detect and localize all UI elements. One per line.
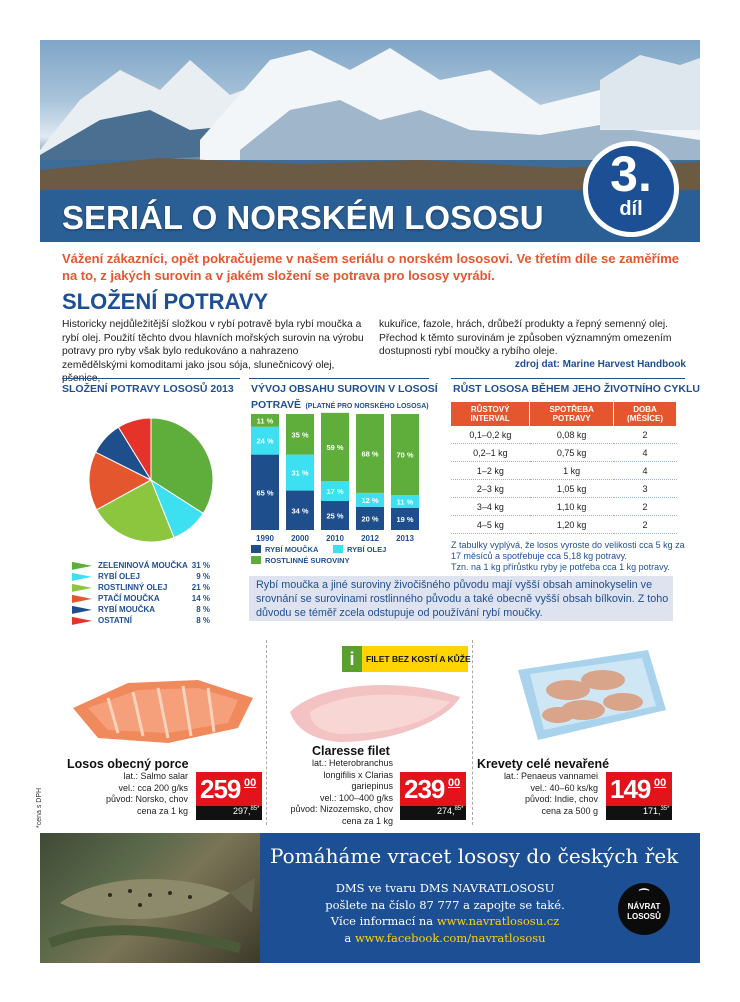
table-row [451,516,677,534]
product-name: Krevety celé nevařené [477,757,610,771]
bar-value-label: 17 % [326,487,344,497]
price-main: 239 [404,774,445,804]
price-with-vat [400,806,466,820]
pie-legend-item [72,605,210,616]
table-row [451,498,677,516]
legend-label: OSTATNÍ [98,616,132,625]
banner-line4-prefix: a [344,930,355,945]
vat-note-text: *cena s DPH [36,787,43,828]
info-icon: i [342,646,362,672]
bar-category-label: 2000 [291,534,309,543]
product-price-unit: cena za 1 kg [341,815,393,826]
table-row [451,462,677,480]
bar-legend-swatch [251,556,261,564]
legend-swatch [72,584,92,592]
price-vat-main: 274, [436,806,455,816]
table-cell: 4 [614,462,677,480]
bar-chart-title: VÝVOJ OBSAHU SUROVIN V LOSOSÍ [251,383,438,395]
bar-chart-title-word: POTRAVĚ [251,399,301,411]
pie-chart-title: SLOŽENÍ POTRAVY LOSOSŮ 2013 [62,383,234,395]
bar-value-label: 25 % [326,511,344,521]
table-cell: 3–4 kg [451,498,530,516]
legend-swatch [72,562,92,570]
bar-category-label: 2013 [396,534,414,543]
bar-value-label: 12 % [361,495,379,505]
price-vat-cents: 35* [660,806,670,812]
logo-line2: LOSOSŮ [627,912,661,921]
table-cell: 1,05 kg [530,480,614,498]
table-header-row [451,402,677,426]
table-cell: 0,2–1 kg [451,444,530,462]
product-origin: původ: Norsko, chov [105,794,188,804]
banner-line2: pošlete na číslo 87 777 a zapojte se také. [325,897,565,912]
product-description [72,771,188,817]
table-body [451,426,677,534]
table-header-cell: RŮSTOVÝ INTERVAL [451,402,530,426]
bar-value-label: 11 % [256,416,274,426]
banner-headline: Pomáháme vracet lososy do českých řek [270,844,679,868]
growth-note-line2: Tzn. na 1 kg přírůstku ryby je potřeba cca 1 kg potravy. [451,562,670,572]
product-divider [472,640,474,825]
salmon-fillet-image [68,668,258,748]
product-tag [342,646,471,672]
table-cell: 0,1–0,2 kg [451,426,530,444]
price-tag [606,772,672,806]
pie-chart-panel [62,378,240,623]
product-tag-label: FILET BEZ KOSTÍ A KŮŽE [366,654,471,664]
price-tag [400,772,466,806]
table-row [451,444,677,462]
legend-swatch [72,606,92,614]
price-with-vat [606,806,672,820]
table-cell: 3 [614,480,677,498]
table-cell: 2 [614,426,677,444]
vat-note [36,770,50,830]
growth-table-title: RŮST LOSOSA BĚHEM JEHO ŽIVOTNÍHO CYKLU [453,383,700,395]
table-header-cell: SPOTŘEBA POTRAVY [530,402,614,426]
banner-body [280,880,610,946]
table-cell: 1,20 kg [530,516,614,534]
table-header-cell: DOBA (MĚSÍCE) [614,402,677,426]
bar-category-label: 2010 [326,534,344,543]
fish-photo [40,833,260,963]
navrat-lososu-logo [618,883,670,935]
product-latin-name: lat.: Heterobranchus [311,758,393,768]
divider [249,378,429,379]
table-cell: 1–2 kg [451,462,530,480]
product-price-unit: cena za 500 g [541,805,598,816]
table-cell: 2 [614,498,677,516]
price-cents: 00 [244,777,257,789]
price-cents: 00 [448,777,461,789]
bar-value-label: 31 % [291,468,309,478]
legend-label: RYBÍ OLEJ [98,572,140,581]
price-main: 259 [200,774,241,804]
fish-fillet-image [280,672,470,747]
bar-value-label: 20 % [361,514,379,524]
bar-value-label: 11 % [396,497,414,507]
table-cell: 4 [614,444,677,462]
product-latin-name-2: longifilis x Clarias gariepinus [323,769,393,791]
shrimp-tray-image [508,640,668,745]
product-description [486,771,598,817]
banner-line1: DMS ve tvaru DMS NAVRATLOSOSU [335,881,555,895]
product-size: vel.: 40–60 ks/kg [530,782,598,793]
product-origin: původ: Indie, chov [524,794,598,804]
bar-category-label: 2012 [361,534,379,543]
product-latin-name: lat.: Penaeus vannamei [503,771,598,781]
banner-line3-prefix: Více informací na [330,914,437,928]
legend-label: PTAČÍ MOUČKA [98,594,160,603]
price-tag [196,772,262,806]
bar-value-label: 34 % [291,506,309,516]
price-vat-cents: 85* [454,806,464,812]
legend-value: 31 % [191,561,210,570]
pie-legend-item [72,583,210,594]
legend-value: 8 % [196,605,210,614]
price-vat-main: 171, [642,806,661,816]
product-divider [266,640,268,825]
website-link[interactable]: www.navratlososu.cz [436,914,560,928]
growth-note-line1: Z tabulky vyplývá, že losos vyroste do velikosti cca 5 kg za 17 měsíců a spotřebuje cca 5,18 kg potravy. [451,540,685,561]
banner-line3 [280,913,610,930]
product-name: Losos obecný porce [67,757,189,771]
logo-line1: NÁVRAT [627,902,661,911]
product-latin-name: lat.: Salmo salar [123,771,188,781]
body-text-right: kukuřice, fazole, hrách, drůbeží produkty a řepný semenný olej. Přechod k těmto surovinám je způsoben významným omezením dostupnosti rybí moučky a rybího oleje. [379,319,672,357]
pie-chart [62,400,240,560]
body-text-left: Historicky nejdůležitější složkou v rybí potravě byla rybí moučka a rybí olej. Použití těchto dvou hlavních mořských surovin na výrobu potravy pro ryby však bylo redukováno a nahrazeno zemědělskými komoditami jako jsou sója, slunečnicový olej, [62,319,364,371]
divider [62,378,240,379]
price-vat-cents: 85* [250,806,260,812]
bar-value-label: 70 % [396,450,414,460]
legend-label: ZELENINOVÁ MOUČKA [98,561,188,570]
price-with-vat [196,806,262,820]
pie-legend-item [72,594,210,605]
product-size: vel.: 100–400 g/ks [319,792,393,803]
table-cell: 2 [614,516,677,534]
issue-number: 3. [610,146,652,202]
product-size: vel.: cca 200 g/ks [118,782,188,793]
facebook-link[interactable]: www.facebook.com/navratlososu [354,930,546,945]
bar-legend-label: RYBÍ OLEJ [347,545,387,554]
legend-swatch [72,617,92,625]
legend-swatch [72,595,92,603]
table-row [451,480,677,498]
legend-value: 21 % [191,583,210,592]
price-main: 149 [610,774,651,804]
issue-label: díl [619,198,643,220]
growth-table-panel [451,378,700,538]
note-text: Rybí moučka a jiné suroviny živočišného původu mají vyšší obsah aminokyselin ve srovnání se surovinami rostlinného původu a také obecně vyšší obsah bílkovin. Z toho důvodu se téměř zcela odstupuje od používání rybí moučky. [256,579,669,619]
price-vat-main: 297, [232,806,251,816]
pie-legend-item [72,561,210,572]
bar-value-label: 24 % [256,436,274,446]
pie-legend-item [72,572,210,583]
table-cell: 0,08 kg [530,426,614,444]
banner-line4 [280,930,610,947]
product-description [280,758,393,827]
bar-chart-subtitle: (PLATNÉ PRO NORSKÉHO LOSOSA) [305,403,429,410]
product-name: Claresse filet [312,744,390,758]
bar-value-label: 65 % [256,488,274,498]
logo-fish-icon: ⁀ [639,890,649,902]
bar-legend-label: RYBÍ MOUČKA [265,545,319,554]
growth-table [451,402,677,534]
bar-value-label: 68 % [361,449,379,459]
bar-value-label: 35 % [291,430,309,440]
bar-chart-panel [249,378,438,573]
table-cell: 0,75 kg [530,444,614,462]
trout-icon [40,833,260,963]
legend-value: 14 % [191,594,210,603]
legend-label: RYBÍ MOUČKA [98,605,156,614]
table-cell: 2–3 kg [451,480,530,498]
table-cell: 1 kg [530,462,614,480]
price-cents: 00 [654,777,667,789]
table-row [451,426,677,444]
issue-badge-inner [588,146,674,232]
legend-swatch [72,573,92,581]
product-price-unit: cena za 1 kg [136,805,188,816]
legend-value: 8 % [196,616,210,625]
table-cell: 1,10 kg [530,498,614,516]
bar-category-label: 1990 [256,534,274,543]
pie-legend [72,561,240,627]
pie-legend-item [72,616,210,627]
header-title: SERIÁL O NORSKÉM LOSOSU [62,199,544,236]
product-origin: původ: Nizozemsko, chov [290,804,393,814]
bar-legend-label: ROSTLINNÉ SUROVINY [265,556,350,565]
intro-text: Vážení zákazníci, opět pokračujeme v našem seriálu o norském lososovi. Ve třetím díle se zaměříme na to, z jakých surovin a v jakém složení se potrava pro lososy vyrábí. [62,251,680,283]
table-cell: 4–5 kg [451,516,530,534]
growth-note [451,540,691,573]
bar-legend-swatch [251,545,261,553]
legend-label: ROSTLINNÝ OLEJ [98,583,168,592]
source-note: zdroj dat: Marine Harvest Handbook [514,359,686,370]
bar-value-label: 59 % [326,443,344,453]
bar-value-label: 19 % [396,514,414,524]
stacked-bar-chart [249,410,429,580]
legend-value: 9 % [196,572,210,581]
section-title: SLOŽENÍ POTRAVY [62,289,269,314]
divider [451,378,685,379]
bar-legend-swatch [333,545,343,553]
